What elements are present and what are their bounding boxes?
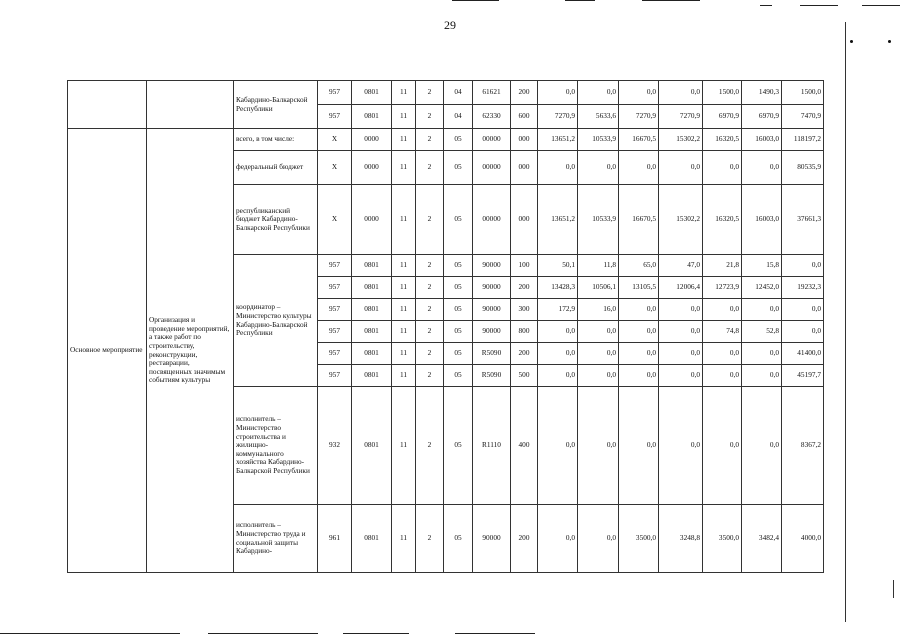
cell-value: 0,0 bbox=[619, 387, 659, 505]
cell-value: 1490,3 bbox=[742, 81, 782, 105]
scan-artifact-bottom-3 bbox=[343, 633, 409, 634]
cell-value: 0,0 bbox=[538, 505, 578, 573]
cell-value: 118197,2 bbox=[782, 129, 824, 151]
cell-napr: 90000 bbox=[473, 277, 511, 299]
cell-value: 1500,0 bbox=[703, 81, 742, 105]
cell-napr: 00000 bbox=[473, 129, 511, 151]
scan-dot-1 bbox=[850, 40, 853, 43]
cell-pgp: 2 bbox=[416, 365, 444, 387]
cell-grbs: 957 bbox=[318, 105, 352, 129]
cell-rzpr: 0801 bbox=[352, 105, 392, 129]
scan-artifact-right-edge bbox=[845, 22, 846, 622]
cell-value: 7270,9 bbox=[659, 105, 703, 129]
cell-value: 0,0 bbox=[538, 387, 578, 505]
cell-vr: 500 bbox=[511, 365, 538, 387]
cell-vr: 000 bbox=[511, 185, 538, 255]
cell-gp: 11 bbox=[392, 185, 416, 255]
cell-om: 05 bbox=[444, 387, 473, 505]
cell-grbs: 957 bbox=[318, 255, 352, 277]
cell-value: 0,0 bbox=[703, 365, 742, 387]
scan-artifact-top-4 bbox=[760, 5, 772, 6]
cell-value: 0,0 bbox=[742, 365, 782, 387]
cell-napr: R5090 bbox=[473, 343, 511, 365]
cell-value: 7270,9 bbox=[619, 105, 659, 129]
cell-om: 05 bbox=[444, 505, 473, 573]
cell-pgp: 2 bbox=[416, 81, 444, 105]
cell-value: 0,0 bbox=[619, 81, 659, 105]
cell-napr: 61621 bbox=[473, 81, 511, 105]
cell-value: 47,0 bbox=[659, 255, 703, 277]
budget-table bbox=[67, 80, 824, 573]
cell-value: 37661,3 bbox=[782, 185, 824, 255]
cell-pgp: 2 bbox=[416, 321, 444, 343]
cell-pgp: 2 bbox=[416, 255, 444, 277]
cell-pgp: 2 bbox=[416, 105, 444, 129]
cell-value: 3248,8 bbox=[659, 505, 703, 573]
cell-value: 0,0 bbox=[782, 255, 824, 277]
cell-value: 0,0 bbox=[619, 321, 659, 343]
cell-grbs: 957 bbox=[318, 365, 352, 387]
cell-om: 05 bbox=[444, 343, 473, 365]
cell-om: 05 bbox=[444, 151, 473, 185]
cell-value: 4000,0 bbox=[782, 505, 824, 573]
cell-value: 0,0 bbox=[619, 299, 659, 321]
cell-value: 15,8 bbox=[742, 255, 782, 277]
empty-cell-col2 bbox=[147, 81, 234, 129]
cell-value: 12452,0 bbox=[742, 277, 782, 299]
cell-grbs: 957 bbox=[318, 321, 352, 343]
group-label: республиканский бюджет Кабардино-Балкарской Республики bbox=[234, 185, 318, 255]
cell-value: 11,8 bbox=[578, 255, 619, 277]
cell-value: 0,0 bbox=[659, 81, 703, 105]
cell-napr: R1110 bbox=[473, 387, 511, 505]
cell-grbs: 932 bbox=[318, 387, 352, 505]
cell-value: 0,0 bbox=[619, 343, 659, 365]
cell-pgp: 2 bbox=[416, 151, 444, 185]
cell-vr: 300 bbox=[511, 299, 538, 321]
cell-rzpr: 0000 bbox=[352, 129, 392, 151]
cell-gp: 11 bbox=[392, 343, 416, 365]
scan-artifact-bottom-1 bbox=[0, 633, 180, 634]
cell-om: 05 bbox=[444, 255, 473, 277]
scan-artifact-top-6 bbox=[862, 5, 900, 6]
cell-rzpr: 0000 bbox=[352, 151, 392, 185]
cell-vr: 200 bbox=[511, 277, 538, 299]
cell-gp: 11 bbox=[392, 151, 416, 185]
cell-value: 0,0 bbox=[782, 299, 824, 321]
cell-rzpr: 0000 bbox=[352, 185, 392, 255]
cell-napr: 90000 bbox=[473, 255, 511, 277]
cell-value: 13651,2 bbox=[538, 185, 578, 255]
cell-pgp: 2 bbox=[416, 343, 444, 365]
cell-napr: 00000 bbox=[473, 185, 511, 255]
cell-rzpr: 0801 bbox=[352, 81, 392, 105]
cell-pgp: 2 bbox=[416, 299, 444, 321]
cell-value: 0,0 bbox=[538, 81, 578, 105]
cell-rzpr: 0801 bbox=[352, 387, 392, 505]
cell-gp: 11 bbox=[392, 105, 416, 129]
cell-value: 45197,7 bbox=[782, 365, 824, 387]
cell-value: 0,0 bbox=[782, 321, 824, 343]
group-label: исполнитель – Министерство строительства и жилищно-коммунального хозяйства Кабардино-Балкарской Республики bbox=[234, 387, 318, 505]
cell-gp: 11 bbox=[392, 277, 416, 299]
cell-gp: 11 bbox=[392, 81, 416, 105]
table-row bbox=[68, 81, 824, 105]
cell-value: 10506,1 bbox=[578, 277, 619, 299]
cell-value: 16,0 bbox=[578, 299, 619, 321]
cell-gp: 11 bbox=[392, 321, 416, 343]
cell-value: 80535,9 bbox=[782, 151, 824, 185]
scan-artifact-top-5 bbox=[800, 5, 838, 6]
cell-rzpr: 0801 bbox=[352, 299, 392, 321]
cell-gp: 11 bbox=[392, 299, 416, 321]
cell-value: 0,0 bbox=[703, 151, 742, 185]
cell-value: 0,0 bbox=[703, 343, 742, 365]
cell-value: 0,0 bbox=[578, 365, 619, 387]
group-label: исполнитель – Министерство труда и социальной защиты Кабардино- bbox=[234, 505, 318, 573]
cell-value: 0,0 bbox=[659, 343, 703, 365]
scan-dot-2 bbox=[888, 40, 891, 43]
cell-pgp: 2 bbox=[416, 387, 444, 505]
cell-rzpr: 0801 bbox=[352, 365, 392, 387]
cell-value: 16670,5 bbox=[619, 129, 659, 151]
cell-value: 65,0 bbox=[619, 255, 659, 277]
cell-gp: 11 bbox=[392, 365, 416, 387]
cell-gp: 11 bbox=[392, 387, 416, 505]
cell-grbs: 957 bbox=[318, 299, 352, 321]
cell-grbs: 957 bbox=[318, 81, 352, 105]
cell-value: 6970,9 bbox=[742, 105, 782, 129]
cell-vr: 200 bbox=[511, 505, 538, 573]
cell-value: 12723,9 bbox=[703, 277, 742, 299]
cell-value: 7470,9 bbox=[782, 105, 824, 129]
cell-pgp: 2 bbox=[416, 505, 444, 573]
cell-value: 0,0 bbox=[538, 343, 578, 365]
cell-value: 5633,6 bbox=[578, 105, 619, 129]
cell-om: 04 bbox=[444, 105, 473, 129]
cell-value: 3500,0 bbox=[703, 505, 742, 573]
scan-artifact-right-mark bbox=[893, 580, 894, 598]
group-label: координатор – Министерство культуры Кабардино-Балкарской Республики bbox=[234, 255, 318, 387]
page-number: 29 bbox=[444, 18, 456, 32]
scan-artifact-bottom-2 bbox=[208, 633, 318, 634]
cell-value: 13651,2 bbox=[538, 129, 578, 151]
cell-grbs: Х bbox=[318, 185, 352, 255]
cell-vr: 800 bbox=[511, 321, 538, 343]
cell-grbs: 961 bbox=[318, 505, 352, 573]
cell-value: 0,0 bbox=[703, 299, 742, 321]
cell-pgp: 2 bbox=[416, 129, 444, 151]
cell-rzpr: 0801 bbox=[352, 277, 392, 299]
cell-value: 3482,4 bbox=[742, 505, 782, 573]
cell-value: 0,0 bbox=[619, 365, 659, 387]
cell-value: 172,9 bbox=[538, 299, 578, 321]
cell-value: 16670,5 bbox=[619, 185, 659, 255]
cell-rzpr: 0801 bbox=[352, 505, 392, 573]
cell-value: 0,0 bbox=[659, 151, 703, 185]
group-label: Кабардино-Балкарской Республики bbox=[234, 81, 318, 129]
cell-value: 0,0 bbox=[659, 299, 703, 321]
cell-value: 0,0 bbox=[578, 321, 619, 343]
cell-value: 0,0 bbox=[742, 387, 782, 505]
cell-value: 74,8 bbox=[703, 321, 742, 343]
group-label: федеральный бюджет bbox=[234, 151, 318, 185]
cell-value: 50,1 bbox=[538, 255, 578, 277]
scan-artifact-bottom-4 bbox=[455, 633, 535, 634]
cell-grbs: Х bbox=[318, 129, 352, 151]
cell-napr: 62330 bbox=[473, 105, 511, 129]
cell-value: 6970,9 bbox=[703, 105, 742, 129]
cell-grbs: 957 bbox=[318, 343, 352, 365]
cell-rzpr: 0801 bbox=[352, 321, 392, 343]
cell-value: 0,0 bbox=[578, 343, 619, 365]
cell-om: 04 bbox=[444, 81, 473, 105]
cell-value: 0,0 bbox=[538, 151, 578, 185]
cell-value: 15302,2 bbox=[659, 185, 703, 255]
event-description: Организация и проведение мероприятий, а также работ по строительству, реконструкции, реставрации, посвященных значимым событиям культуры bbox=[147, 129, 234, 573]
cell-value: 52,8 bbox=[742, 321, 782, 343]
cell-value: 0,0 bbox=[742, 343, 782, 365]
cell-value: 3500,0 bbox=[619, 505, 659, 573]
cell-value: 15302,2 bbox=[659, 129, 703, 151]
cell-value: 7270,9 bbox=[538, 105, 578, 129]
scan-artifact-top-2 bbox=[565, 0, 595, 1]
cell-napr: 00000 bbox=[473, 151, 511, 185]
cell-napr: R5090 bbox=[473, 365, 511, 387]
table-row bbox=[68, 129, 824, 151]
cell-value: 8367,2 bbox=[782, 387, 824, 505]
cell-vr: 000 bbox=[511, 129, 538, 151]
cell-value: 0,0 bbox=[578, 505, 619, 573]
cell-gp: 11 bbox=[392, 505, 416, 573]
cell-grbs: Х bbox=[318, 151, 352, 185]
cell-vr: 400 bbox=[511, 387, 538, 505]
cell-value: 16003,0 bbox=[742, 129, 782, 151]
cell-om: 05 bbox=[444, 365, 473, 387]
cell-om: 05 bbox=[444, 299, 473, 321]
cell-om: 05 bbox=[444, 277, 473, 299]
cell-value: 10533,9 bbox=[578, 129, 619, 151]
cell-value: 16320,5 bbox=[703, 129, 742, 151]
cell-om: 05 bbox=[444, 321, 473, 343]
cell-value: 0,0 bbox=[538, 321, 578, 343]
cell-value: 1500,0 bbox=[782, 81, 824, 105]
cell-value: 0,0 bbox=[659, 387, 703, 505]
cell-value: 0,0 bbox=[538, 365, 578, 387]
cell-value: 0,0 bbox=[742, 299, 782, 321]
empty-cell-col1 bbox=[68, 81, 147, 129]
scan-artifact-top-1 bbox=[452, 0, 499, 1]
cell-om: 05 bbox=[444, 129, 473, 151]
cell-value: 0,0 bbox=[578, 81, 619, 105]
cell-grbs: 957 bbox=[318, 277, 352, 299]
cell-value: 0,0 bbox=[578, 387, 619, 505]
cell-value: 12006,4 bbox=[659, 277, 703, 299]
main-event-label: Основное мероприятие bbox=[68, 129, 147, 573]
cell-napr: 90000 bbox=[473, 299, 511, 321]
cell-rzpr: 0801 bbox=[352, 255, 392, 277]
cell-gp: 11 bbox=[392, 129, 416, 151]
cell-vr: 000 bbox=[511, 151, 538, 185]
cell-value: 0,0 bbox=[703, 387, 742, 505]
cell-vr: 600 bbox=[511, 105, 538, 129]
cell-rzpr: 0801 bbox=[352, 343, 392, 365]
scan-artifact-top-3 bbox=[642, 0, 700, 1]
cell-value: 16003,0 bbox=[742, 185, 782, 255]
cell-value: 0,0 bbox=[619, 151, 659, 185]
cell-value: 0,0 bbox=[742, 151, 782, 185]
cell-value: 0,0 bbox=[578, 151, 619, 185]
cell-value: 41400,0 bbox=[782, 343, 824, 365]
cell-value: 16320,5 bbox=[703, 185, 742, 255]
cell-vr: 200 bbox=[511, 81, 538, 105]
cell-value: 13428,3 bbox=[538, 277, 578, 299]
cell-pgp: 2 bbox=[416, 185, 444, 255]
cell-value: 10533,9 bbox=[578, 185, 619, 255]
cell-value: 0,0 bbox=[659, 321, 703, 343]
cell-vr: 200 bbox=[511, 343, 538, 365]
cell-pgp: 2 bbox=[416, 277, 444, 299]
cell-gp: 11 bbox=[392, 255, 416, 277]
cell-value: 21,8 bbox=[703, 255, 742, 277]
cell-vr: 100 bbox=[511, 255, 538, 277]
cell-value: 13105,5 bbox=[619, 277, 659, 299]
cell-value: 19232,3 bbox=[782, 277, 824, 299]
cell-napr: 90000 bbox=[473, 505, 511, 573]
cell-value: 0,0 bbox=[659, 365, 703, 387]
group-label: всего, в том числе: bbox=[234, 129, 318, 151]
cell-om: 05 bbox=[444, 185, 473, 255]
cell-napr: 90000 bbox=[473, 321, 511, 343]
